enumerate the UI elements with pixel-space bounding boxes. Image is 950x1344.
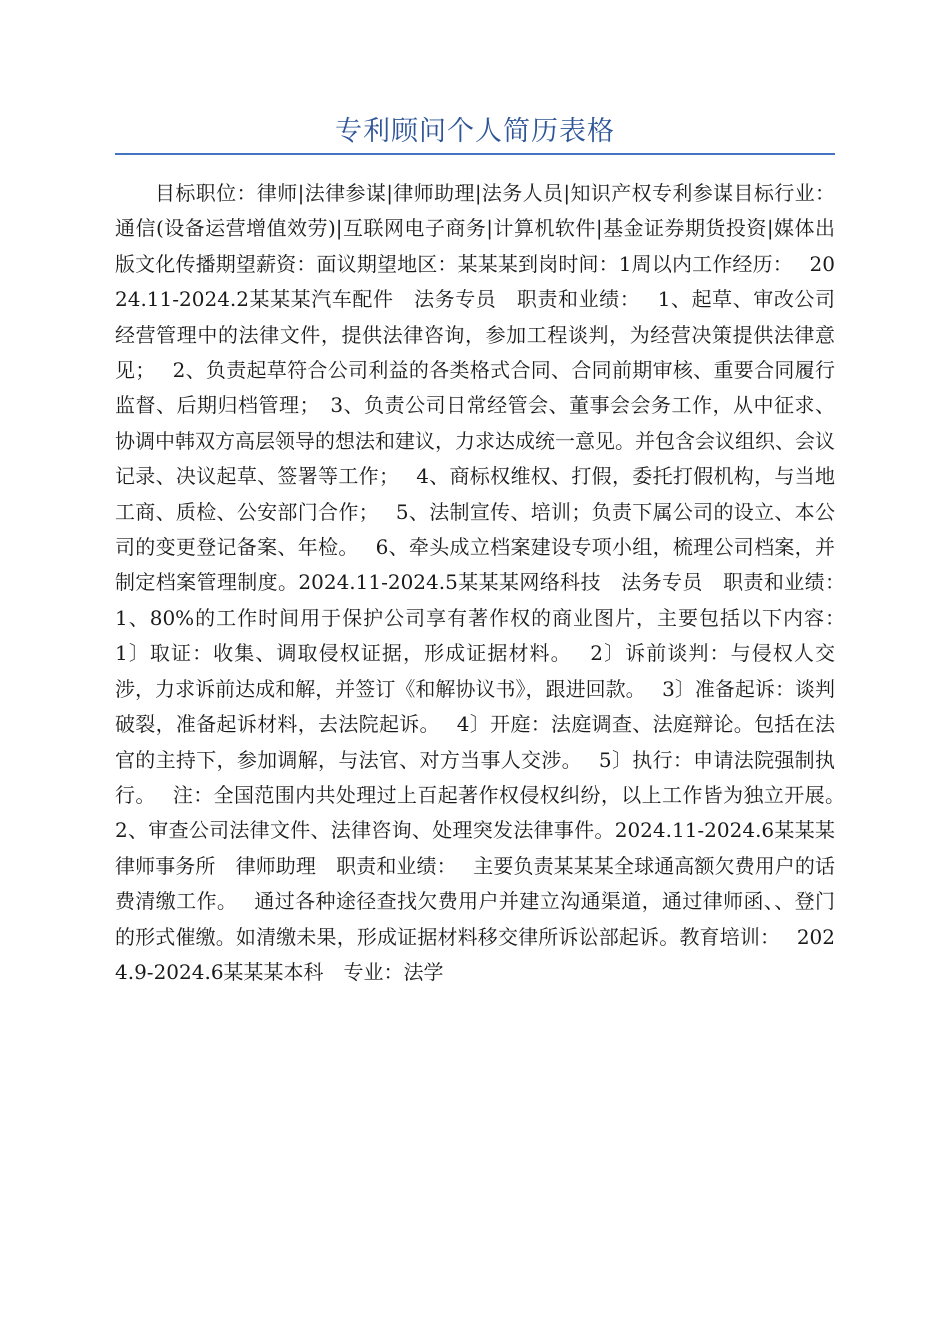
page-title: 专利顾问个人简历表格 — [335, 116, 615, 147]
title-underline-divider — [115, 153, 835, 155]
resume-body-paragraph: 目标职位：律师|法律参谋|律师助理|法务人员|知识产权专利参谋目标行业：通信(设备运营增值效劳)|互联网电子商务|计算机软件|基金证券期货投资|媒体出版文化传播期望薪资：面议期望地区：某某某到岗时间：1周以内工作经历： 2024.11-2024.2某某某汽车配件 法务专员 职责和业绩： 1、起草、审改公司经营管理中的法律文件，提供法律咨询，参加工程谈判，为经营决策提供法律意见； 2、负责起草符合公司利益的各类格式合同、合同前期审核、重要合同履行监督、后期归档管理； 3、负责公司日常经管会、董事会会务工作，从中征求、协调中韩双方高层领导的想法和建议，力求达成统一意见。并包含会议组织、会议记录、决议起草、签署等工作； 4、商标权维权、打假，委托打假机构，与当地工商、质检、公安部门合作； 5、法制宣传、培训；负责下属公司的设立、本公司的变更登记备案、年检。 6、牵头成立档案建设专项小组，梳理公司档案，并制定档案管理制度。2024.11-2024.5某某某网络科技 法务专员 职责和业绩： 1、80%的工作时间用于保护公司享有著作权的商业图片，主要包括以下内容： 1〕取证：收集、调取侵权证据，形成证据材料。 2〕诉前谈判：与侵权人交涉，力求诉前达成和解，并签订《和解协议书》，跟进回款。 3〕准备起诉：谈判破裂，准备起诉材料，去法院起诉。 4〕开庭：法庭调查、法庭辩论。包括在法官的主持下，参加调解，与法官、对方当事人交涉。 5〕执行：申请法院强制执行。 注：全国范围内共处理过上百起著作权侵权纠纷，以上工作皆为独立开展。 2、审查公司法律文件、法律咨询、处理突发法律事件。2024.11-2024.6某某某律师事务所 律师助理 职责和业绩： 主要负责某某某全球通高额欠费用户的话费清缴工作。 通过各种途径查找欠费用户并建立沟通渠道，通过律师函、、登门的形式催缴。如清缴未果，形成证据材料移交律所诉讼部起诉。教育培训： 2024.9-2024.6某某某本科 专业：法学 — [115, 181, 862, 984]
